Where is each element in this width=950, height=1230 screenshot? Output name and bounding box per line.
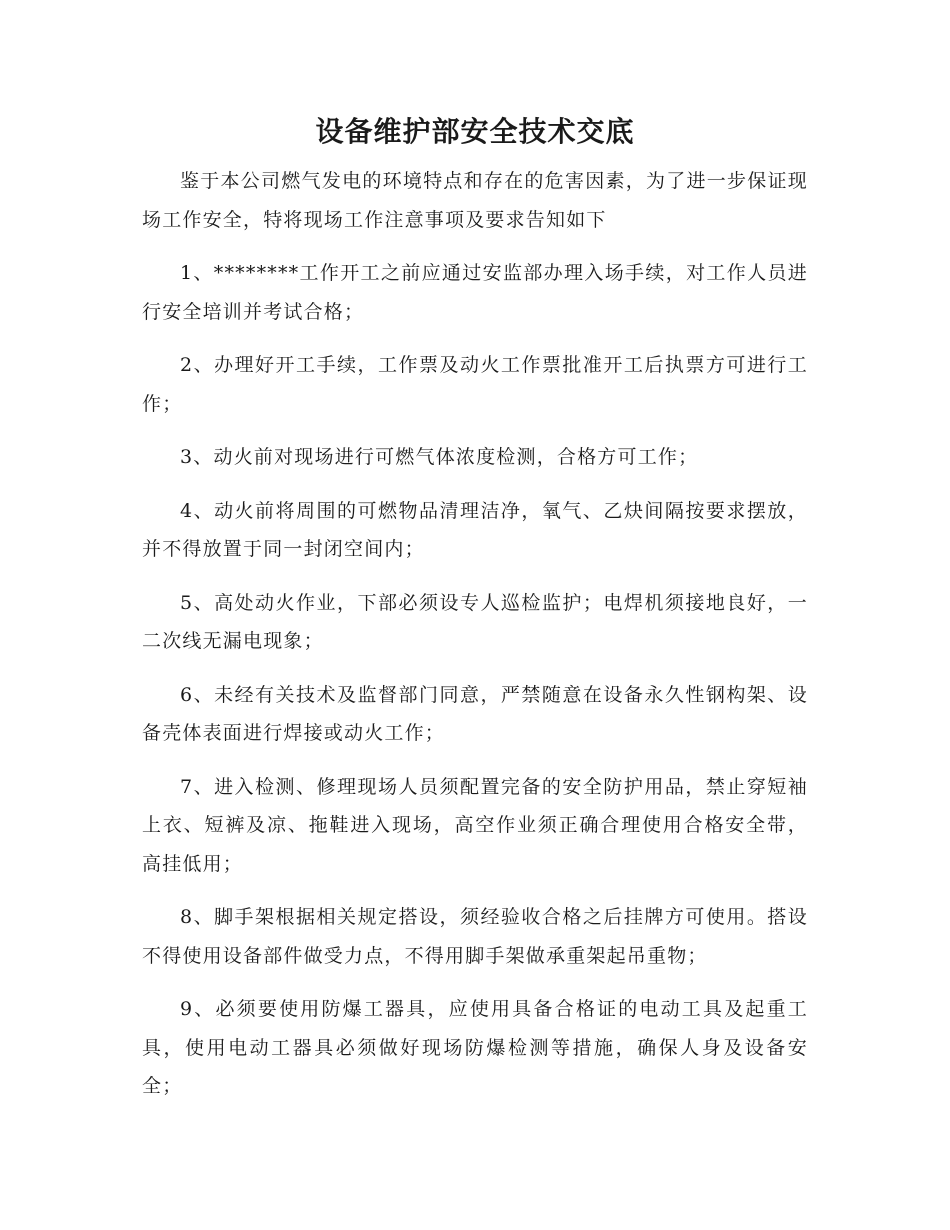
list-item-7: 7、进入检测、修理现场人员须配置完备的安全防护用品，禁止穿短袖上衣、短裤及凉、拖鞋进入现场，高空作业须正确合理使用合格安全带，高挂低用； (142, 775, 808, 875)
list-item-2: 2、办理好开工手续，工作票及动火工作票批准开工后执票方可进行工作； (142, 354, 808, 415)
document-title: 设备维护部安全技术交底 (315, 115, 635, 148)
list-item-3: 3、动火前对现场进行可燃气体浓度检测，合格方可工作； (180, 446, 699, 468)
intro-paragraph: 鉴于本公司燃气发电的环境特点和存在的危害因素，为了进一步保证现场工作安全，特将现场工作注意事项及要求告知如下 (142, 170, 808, 231)
list-item-9: 9、必须要使用防爆工器具，应使用具备合格证的电动工具及起重工具，使用电动工器具必须做好现场防爆检测等措施，确保人身及设备安全； (142, 998, 808, 1097)
list-item-6: 6、未经有关技术及监督部门同意，严禁随意在设备永久性钢构架、设备壳体表面进行焊接或动火工作； (142, 683, 808, 744)
list-item-5: 5、高处动火作业，下部必须设专人巡检监护；电焊机须接地良好，一二次线无漏电现象； (142, 591, 808, 652)
list-item-8: 8、脚手架根据相关规定搭设，须经验收合格之后挂牌方可使用。搭设不得使用设备部件做受力点，不得用脚手架做承重架起吊重物； (142, 906, 808, 967)
document-body (142, 162, 808, 1121)
list-item-4: 4、动火前将周围的可燃物品清理洁净，氧气、乙炔间隔按要求摆放，并不得放置于同一封闭空间内； (142, 499, 808, 560)
list-item-1: 1、********工作开工之前应通过安监部办理入场手续，对工作人员进行安全培训并考试合格； (142, 262, 808, 323)
